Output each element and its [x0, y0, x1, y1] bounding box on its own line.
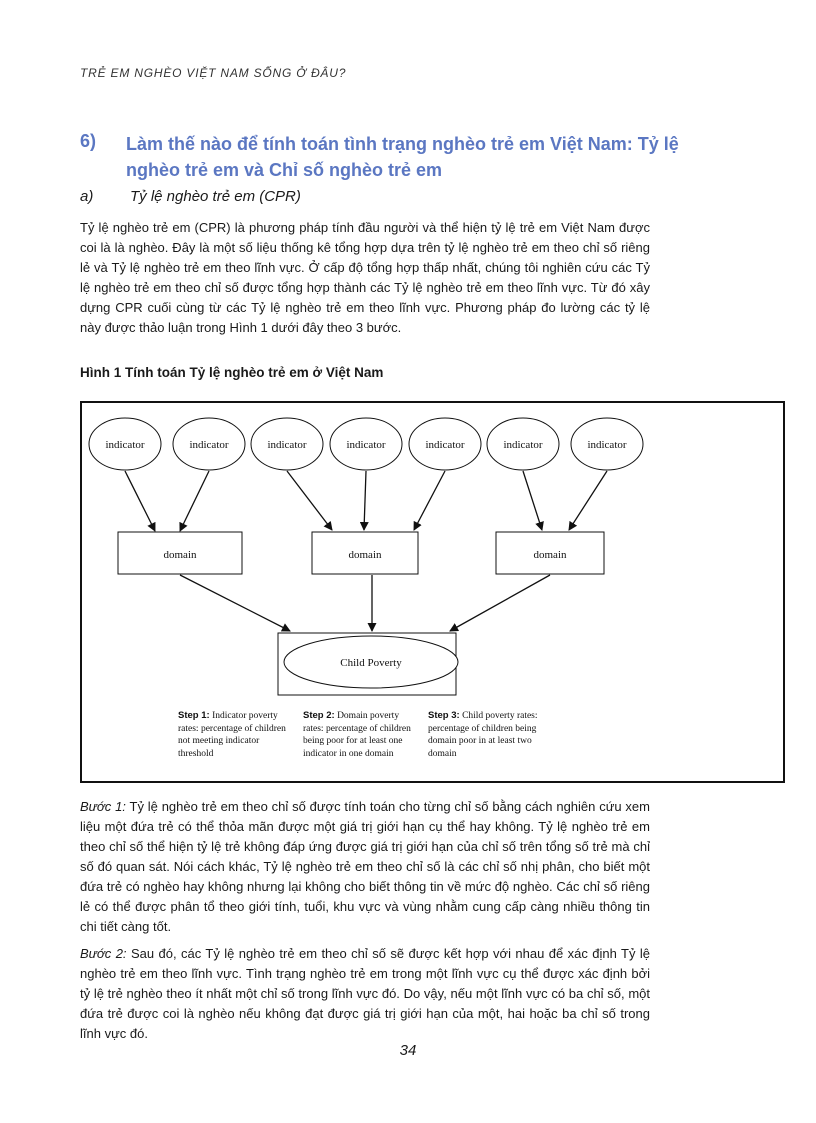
indicator-node [487, 418, 559, 470]
domain-node [496, 532, 604, 574]
subsection-title: Tỷ lệ nghèo trẻ em (CPR) [130, 188, 301, 205]
indicator-label: indicator [425, 439, 465, 451]
domain-label: domain [533, 549, 567, 561]
figure-caption: Hình 1 Tính toán Tỷ lệ nghèo trẻ em ở Việt Nam [80, 365, 384, 380]
indicator-node [89, 418, 161, 470]
step-2-body: Sau đó, các Tỷ lệ nghèo trẻ em theo chỉ số sẽ được kết hợp với nhau để xác định Tỷ lệ nghèo trẻ em theo lĩnh vực. Tình trạng nghèo trẻ em trong một lĩnh vực cụ thể được xác định bởi tỷ lệ trẻ nghèo theo ít nhất một chỉ số trong lĩnh vực đó. Do vậy, nếu một lĩnh vực có ba chỉ số, một đứa trẻ được coi là nghèo nếu không đạt được giá trị giới hạn của một, hai hoặc ba chỉ số trong lĩnh vực đó. [80, 946, 650, 1041]
step-3-note [428, 710, 552, 760]
indicator-label: indicator [587, 439, 627, 451]
domain-node [118, 532, 242, 574]
step-3-text: Child poverty rates: percentage of children being domain poor in at least two domain [428, 711, 538, 759]
indicator-arrows [125, 471, 607, 531]
intro-paragraph: Tỷ lệ nghèo trẻ em (CPR) là phương pháp tính đầu người và thể hiện tỷ lệ trẻ em Việt Nam được coi là là nghèo. Đây là một số liệu thống kê tổng hợp dựa trên tỷ lệ nghèo trẻ em theo chỉ số riêng lẻ và Tỷ lệ nghèo trẻ em theo lĩnh vực. Ở cấp độ tổng hợp thấp nhất, chúng tôi nghiên cứu các Tỷ lệ nghèo trẻ em theo chỉ số được tổng hợp thành các Tỷ lệ nghèo trẻ em theo lĩnh vực. Từ đó xây dựng CPR cuối cùng từ các Tỷ lệ nghèo trẻ em theo lĩnh vực. Phương pháp đo lường các tỷ lệ này được thảo luận trong Hình 1 dưới đây theo 3 bước. [80, 220, 650, 335]
domain-arrows [180, 575, 550, 631]
step-1-text: Indicator poverty rates: percentage of children not meeting indicator threshold [178, 711, 286, 759]
step-1-lead: Bước 1: [80, 799, 126, 814]
indicator-label: indicator [189, 439, 229, 451]
step-2-label: Step 2: [303, 710, 335, 721]
running-header: TRẺ EM NGHÈO VIỆT NAM SỐNG Ở ĐÂU? [80, 66, 347, 80]
subsection-number: a) [80, 188, 94, 205]
step-1-note [178, 710, 296, 760]
domain-label: domain [348, 549, 382, 561]
step-1-label: Step 1: [178, 710, 210, 721]
section-number: 6) [80, 131, 97, 151]
step-2-paragraph [80, 944, 650, 1044]
section-title: Làm thế nào để tính toán tình trạng nghèo trẻ em Việt Nam: Tỷ lệ nghèo trẻ em và Chỉ số nghèo trẻ em [126, 134, 679, 180]
step-3-label: Step 3: [428, 710, 460, 721]
indicator-node [173, 418, 245, 470]
figure-1-diagram [80, 401, 785, 783]
child-poverty-node [278, 633, 458, 695]
domain-node [312, 532, 418, 574]
indicator-label: indicator [267, 439, 307, 451]
step-2-lead: Bước 2: [80, 946, 127, 961]
indicator-node [571, 418, 643, 470]
domain-label: domain [163, 549, 197, 561]
page-number: 34 [399, 1042, 417, 1059]
indicator-node [251, 418, 323, 470]
indicator-node [409, 418, 481, 470]
indicator-label: indicator [105, 439, 145, 451]
step-2-text: Domain poverty rates: percentage of children being poor for at least one indicator in one domain [303, 711, 411, 759]
indicator-label: indicator [346, 439, 386, 451]
step-1-body: Tỷ lệ nghèo trẻ em theo chỉ số được tính toán cho từng chỉ số bằng cách nghiên cứu xem liệu một đứa trẻ có thể thỏa mãn được một giá trị giới hạn cụ thể hay không. Tỷ lệ nghèo trẻ em theo chỉ số thể hiện tỷ lệ trẻ không đáp ứng được giá trị giới hạn của chỉ số trên tổng số trẻ mà chỉ số đó quan sát. Nói cách khác, Tỷ lệ nghèo trẻ em theo chỉ số là các chỉ số nhị phân, cho biết một đứa trẻ có nghèo hay không nhưng lại không cho biết thông tin về mức độ nghèo. Các chỉ số riêng lẻ có thể được phân tổ theo giới tính, tuổi, khu vực và vùng nhằm cung cấp càng nhiều thông tin chi tiết càng tốt. [80, 799, 650, 934]
indicator-label: indicator [503, 439, 543, 451]
step-2-note [303, 710, 421, 760]
child-poverty-label: Child Poverty [340, 657, 402, 669]
indicator-node [330, 418, 402, 470]
step-1-paragraph [80, 797, 650, 937]
